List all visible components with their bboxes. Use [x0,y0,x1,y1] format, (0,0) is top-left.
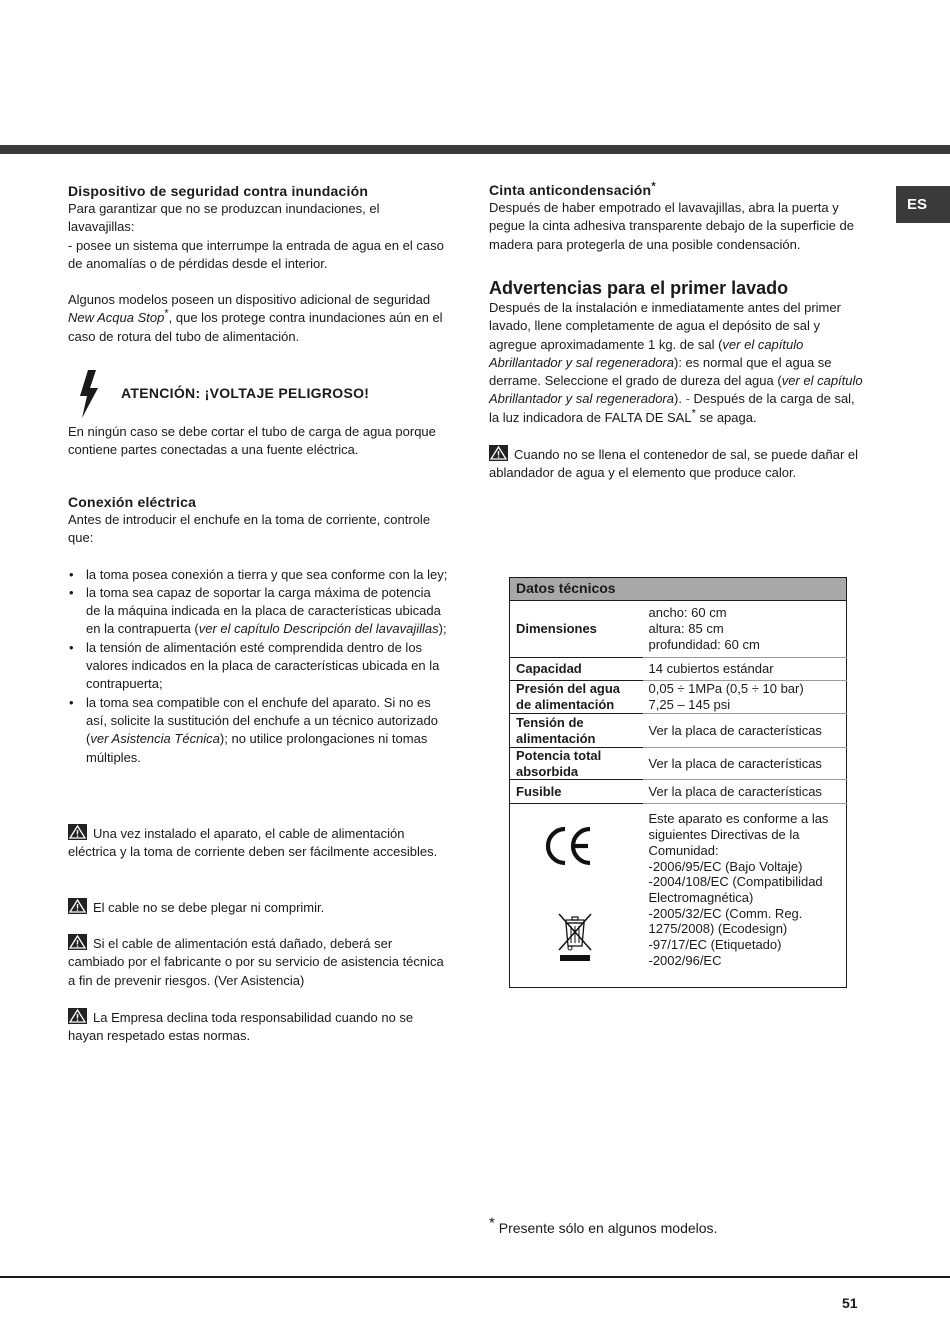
voltage-text: En ningún caso se debe cortar el tubo de carga de agua porque contiene partes conectadas a una fuente eléctrica. [68,424,436,458]
cinta-title: Cinta anticondensación* [489,180,656,198]
warning-icon [489,445,508,461]
warning-2: El cable no se debe plegar ni comprimir. [68,898,448,917]
flood-title: Dispositivo de seguridad contra inundación [68,183,369,199]
table-row: Fusible Ver la placa de características [510,780,847,804]
flood-p2: - posee un sistema que interrumpe la entrada de agua en el caso de anomalías o de pérdidas desde el interior. [68,237,444,271]
first-wash-title: Advertencias para el primer lavado [489,278,789,298]
requirements-list [68,566,448,767]
table-row: Capacidad 14 cubiertos estándar [510,658,847,681]
footer-rule [0,1276,950,1278]
electrical-intro: Antes de introducir el enchufe en la toma de corriente, controle que: [68,512,431,546]
top-header-bar [0,145,950,154]
flood-p1: Para garantizar que no se produzcan inundaciones, el lavavajillas: [68,201,380,235]
warning-icon [68,824,87,840]
ce-mark-icon [545,826,593,866]
warning-icon [68,934,87,950]
list-item: • la toma posea conexión a tierra y que sea conforme con la ley; [68,566,448,584]
first-wash-text: Después de la instalación e inmediatamente antes del primer lavado, llene completamente de agua el depósito de sal y agregue aproximadamente 1 kg. de sal (ver el capítulo Abrillantador y sal regeneradora): es normal que el agua se derrame. Seleccione el grado de dureza del agua (ver el capítulo Abrillantador y sal regeneradora). - Después de la carga de sal, la luz indicadora de FALTA DE SAL* se apaga. [489,300,863,425]
footnote: * Presente sólo en algunos modelos. [489,1214,718,1236]
electrical-section [68,493,448,767]
warning-icon [68,898,87,914]
voltage-title: ATENCIÓN: ¡VOLTAJE PELIGROSO! [121,385,370,401]
list-item: • la toma sea capaz de soportar la carga máxima de potencia de la máquina indicada en la placa de características ubicada en la contrapuerta (ver el capítulo Descripción del lavavajillas); [68,584,448,639]
table-row: Tensión de alimentación Ver la placa de características [510,714,847,748]
table-row: Dimensiones ancho: 60 cm altura: 85 cm profundidad: 60 cm [510,601,847,658]
warning-icon [68,1008,87,1024]
language-tab: ES [896,186,950,223]
page-number: 51 [842,1295,858,1311]
flood-section [68,182,448,346]
list-item: • la tensión de alimentación esté comprendida dentro de los valores indicados en la placa de características ubicada en la contrapuerta; [68,639,448,694]
salt-warning: Cuando no se llena el contenedor de sal, se puede dañar el ablandador de agua y el elemento que produce calor. [489,447,859,481]
table-header: Datos técnicos [510,578,847,601]
voltage-text-block [68,423,448,460]
electrical-title: Conexión eléctrica [68,494,197,510]
table-row: Potencia total absorbida Ver la placa de características [510,748,847,780]
directive-text: Este aparato es conforme a las siguientes Directivas de la Comunidad: -2006/95/EC (Bajo Voltaje) -2004/108/EC (Compatibilidad Electromagnética) -2005/32/EC (Comm. Reg. 1275/2008) (Ecodesign) -97/17/EC (Etiquetado) -2002/96/EC [643,804,847,988]
flood-p3: Algunos modelos poseen un dispositivo adicional de seguridad New Acqua Stop*, que los protege contra inundaciones aún en el caso de rotura del tubo de alimentación. [68,292,443,344]
weee-bin-icon [555,912,595,964]
list-item: • la toma sea compatible con el enchufe del aparato. Si no es así, solicite la sustitución del enchufe a un técnico autorizado (ver Asistencia Técnica); no utilice prolongaciones ni tomas múltiples. [68,694,448,767]
cinta-section [489,181,864,254]
tech-data-table [509,577,847,988]
table-row [510,804,847,988]
lightning-icon [76,370,102,423]
warning-4: La Empresa declina toda responsabilidad cuando no se hayan respetado estas normas. [68,1010,414,1044]
warning-1: Una vez instalado el aparato, el cable de alimentación eléctrica y la toma de corriente deben ser fácilmente accesibles. [68,826,438,860]
first-wash-section [489,277,864,483]
table-row: Presión del agua de alimentación 0,05 ÷ 1MPa (0,5 ÷ 10 bar) 7,25 – 145 psi [510,681,847,714]
warning-3: Si el cable de alimentación está dañado, deberá ser cambiado por el fabricante o por su servicio de asistencia técnica a fin de prevenir riesgos. (Ver Asistencia) [68,936,444,988]
cinta-text: Después de haber empotrado el lavavajillas, abra la puerta y pegue la cinta adhesiva transparente debajo de la superficie de madera para protegerla de una posible condensación. [489,200,854,252]
